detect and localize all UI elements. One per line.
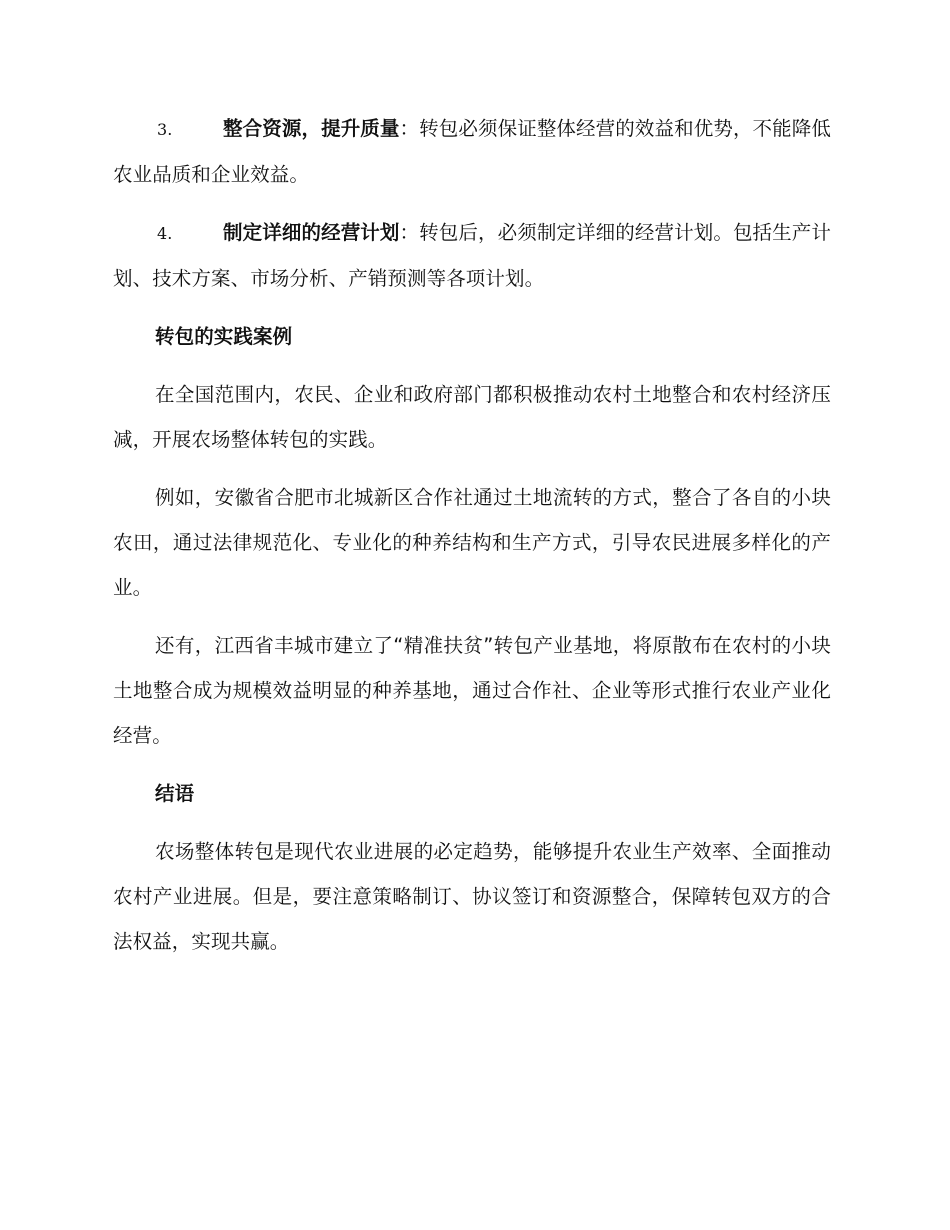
- list-item-text: ：转包必须保证整体经营的效益和优势，不能降低农业品质和企业效益。: [113, 117, 831, 186]
- paragraph: 农场整体转包是现代农业进展的必定趋势，能够提升农业生产效率、全面推动农村产业进展。但是，要注意策略制订、协议签订和资源整合，保障转包双方的合法权益，实现共赢。: [113, 840, 831, 953]
- list-item-text: ：转包后，必须制定详细的经营计划。包括生产计划、技术方案、市场分析、产销预测等各项计划。: [113, 221, 831, 290]
- paragraph: 在全国范围内，农民、企业和政府部门都积极推动农村土地整合和农村经济压减，开展农场整体转包的实践。: [113, 383, 831, 451]
- document-body: [113, 106, 831, 977]
- list-item-title: 制定详细的经营计划: [223, 221, 400, 244]
- list-number: 4.: [157, 224, 173, 243]
- list-number: 3.: [157, 120, 173, 139]
- list-item-title: 整合资源，提升质量: [223, 117, 400, 140]
- section-heading-cases: 转包的实践案例: [155, 325, 293, 348]
- list-item-3: [113, 106, 831, 197]
- section-heading-conclusion: 结语: [155, 782, 195, 805]
- paragraph: 还有，江西省丰城市建立了“精准扶贫”转包产业基地，将原散布在农村的小块土地整合成为规模效益明显的种养基地，通过合作社、企业等形式推行农业产业化经营。: [113, 634, 831, 747]
- list-item-4: [113, 210, 831, 301]
- paragraph: 例如，安徽省合肥市北城新区合作社通过土地流转的方式，整合了各自的小块农田，通过法律规范化、专业化的种养结构和生产方式，引导农民进展多样化的产业。: [113, 486, 831, 599]
